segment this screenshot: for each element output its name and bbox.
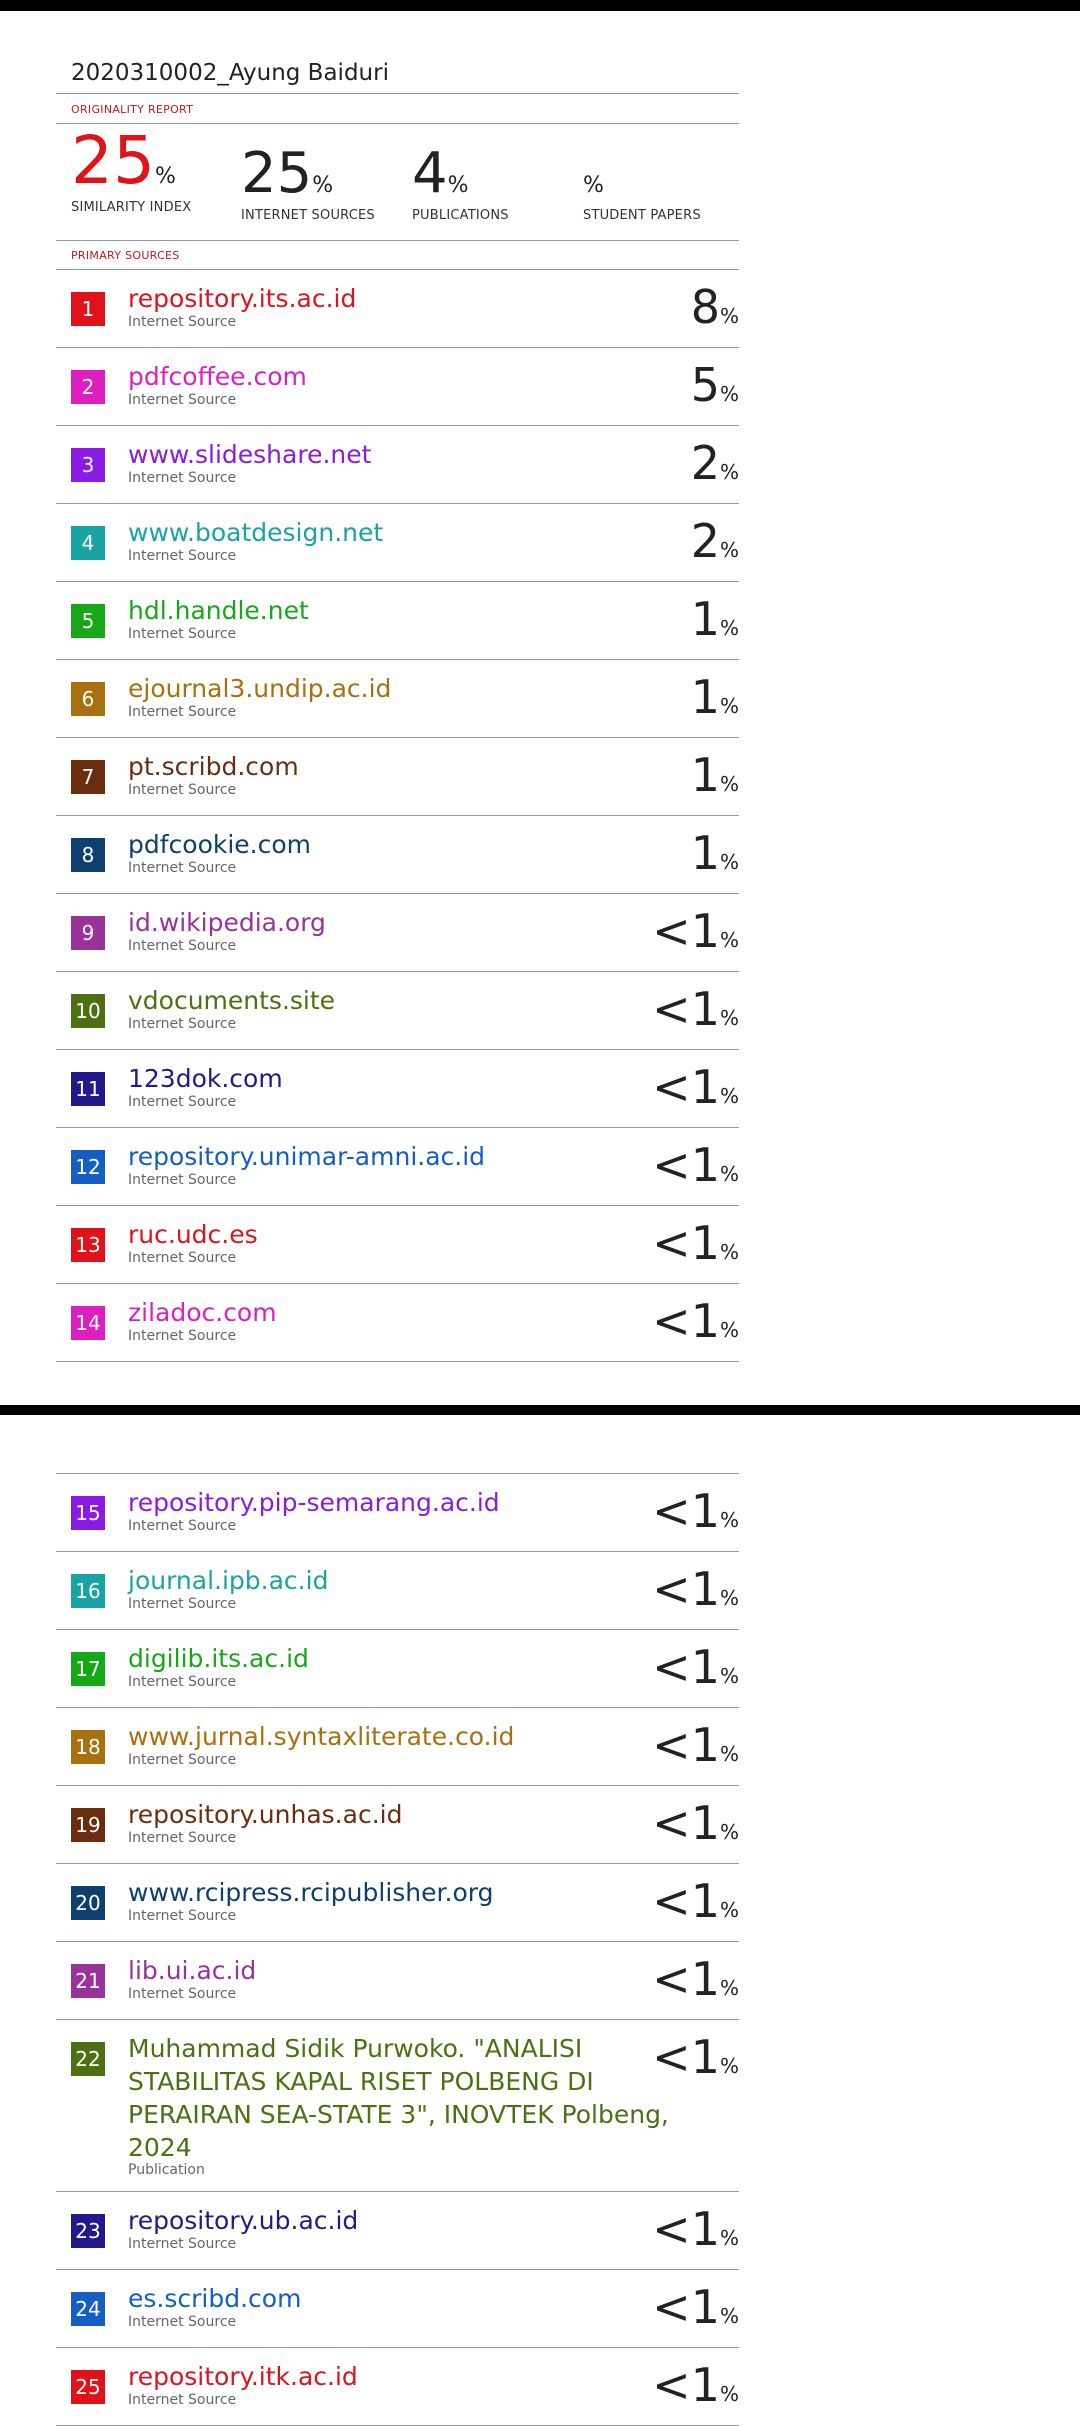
source-match-value: <1: [652, 1640, 720, 1694]
source-number-badge: 24: [71, 2292, 105, 2326]
source-match-value: <1: [652, 1138, 720, 1192]
title-divider: [56, 93, 739, 94]
source-type-label: Internet Source: [128, 1094, 237, 1110]
source-type-label: Internet Source: [128, 860, 237, 876]
source-type-label: Internet Source: [128, 1596, 237, 1612]
source-title-link[interactable]: pdfcookie.com: [128, 830, 312, 859]
source-match-unit: %: [719, 850, 739, 874]
source-title-link[interactable]: pdfcoffee.com: [128, 362, 307, 391]
source-title-link[interactable]: repository.unhas.ac.id: [128, 1800, 403, 1829]
source-title-link[interactable]: www.boatdesign.net: [128, 518, 384, 547]
source-match-value: 1: [690, 592, 720, 646]
page-break-bar: [0, 1405, 1080, 1415]
source-match-unit: %: [719, 1240, 739, 1264]
source-match-value: <1: [652, 1484, 720, 1538]
metric-unit: %: [154, 164, 176, 189]
source-title-link[interactable]: vdocuments.site: [128, 986, 336, 1015]
source-title-link[interactable]: es.scribd.com: [128, 2284, 302, 2313]
source-row: [56, 1128, 739, 1206]
source-match-percent: [652, 1640, 739, 1694]
source-title-link[interactable]: ruc.udc.es: [128, 1220, 258, 1249]
similarity-index-metric: [71, 122, 192, 215]
source-type-label: Internet Source: [128, 392, 237, 408]
source-match-percent: [690, 670, 739, 724]
source-row: [56, 426, 739, 504]
source-match-percent: [652, 904, 739, 958]
source-number-badge: 21: [71, 1964, 105, 1998]
source-match-percent: [652, 1484, 739, 1538]
source-match-value: 1: [690, 748, 720, 802]
source-match-unit: %: [719, 2226, 739, 2250]
source-match-percent: [690, 592, 739, 646]
source-row: [56, 2020, 739, 2192]
source-match-value: <1: [652, 1718, 720, 1772]
source-number-badge: 18: [71, 1730, 105, 1764]
source-match-percent: [690, 748, 739, 802]
source-type-label: Internet Source: [128, 1674, 237, 1690]
source-title-link[interactable]: ziladoc.com: [128, 1298, 277, 1327]
source-row-divider: [56, 1361, 739, 1362]
originality-report-label: ORIGINALITY REPORT: [71, 103, 194, 116]
source-number-badge: 22: [71, 2042, 105, 2076]
source-row: [56, 1786, 739, 1864]
source-title-link[interactable]: repository.its.ac.id: [128, 284, 357, 313]
source-type-label: Internet Source: [128, 2314, 237, 2330]
source-number-badge: 12: [71, 1150, 105, 1184]
source-type-label: Internet Source: [128, 2392, 237, 2408]
source-row: [56, 1864, 739, 1942]
source-type-label: Internet Source: [128, 548, 237, 564]
source-match-percent: [652, 1718, 739, 1772]
source-match-percent: [652, 1562, 739, 1616]
source-match-unit: %: [719, 1742, 739, 1766]
source-row: [56, 270, 739, 348]
source-row: [56, 1284, 739, 1362]
source-title-link[interactable]: journal.ipb.ac.id: [128, 1566, 329, 1595]
source-number-badge: 11: [71, 1072, 105, 1106]
metric-value: 4: [412, 141, 448, 206]
source-number-badge: 19: [71, 1808, 105, 1842]
source-type-label: Internet Source: [128, 782, 237, 798]
source-row: [56, 1708, 739, 1786]
source-title-link[interactable]: repository.ub.ac.id: [128, 2206, 359, 2235]
source-title-link[interactable]: repository.itk.ac.id: [128, 2362, 358, 2391]
source-row: [56, 2270, 739, 2348]
source-match-unit: %: [719, 694, 739, 718]
source-match-unit: %: [719, 772, 739, 796]
source-match-value: <1: [652, 1562, 720, 1616]
source-row: [56, 1050, 739, 1128]
source-match-unit: %: [719, 1162, 739, 1186]
source-number-badge: 10: [71, 994, 105, 1028]
source-match-value: <1: [652, 982, 720, 1036]
source-match-percent: [690, 826, 739, 880]
source-type-label: Internet Source: [128, 1908, 237, 1924]
source-title-link[interactable]: www.rcipress.rcipublisher.org: [128, 1878, 494, 1907]
source-match-unit: %: [719, 460, 739, 484]
metric-caption: PUBLICATIONS: [412, 208, 509, 223]
source-match-percent: [652, 1796, 739, 1850]
source-match-value: <1: [652, 2202, 720, 2256]
source-match-unit: %: [719, 1820, 739, 1844]
source-number-badge: 6: [71, 682, 105, 716]
source-match-percent: [690, 436, 739, 490]
source-row: [56, 1942, 739, 2020]
source-type-label: Internet Source: [128, 626, 237, 642]
metric-value: 25: [241, 141, 313, 206]
source-title-link[interactable]: repository.pip-semarang.ac.id: [128, 1488, 500, 1517]
source-type-label: Internet Source: [128, 1250, 237, 1266]
source-title-link[interactable]: repository.unimar-amni.ac.id: [128, 1142, 486, 1171]
metric-caption: INTERNET SOURCES: [241, 208, 375, 223]
source-match-percent: [652, 2358, 739, 2412]
metric-unit: %: [583, 173, 604, 198]
source-row: [56, 660, 739, 738]
source-match-percent: [690, 358, 739, 412]
page-top-bar: [0, 0, 1080, 11]
source-match-value: 8: [690, 280, 720, 334]
source-match-percent: [652, 2030, 739, 2084]
source-match-value: <1: [652, 2280, 720, 2334]
source-number-badge: 7: [71, 760, 105, 794]
source-number-badge: 14: [71, 1306, 105, 1340]
source-type-label: Internet Source: [128, 1518, 237, 1534]
metric-unit: %: [312, 173, 334, 198]
source-match-unit: %: [719, 1318, 739, 1342]
source-number-badge: 3: [71, 448, 105, 482]
source-match-unit: %: [719, 1976, 739, 2000]
source-match-value: <1: [652, 1952, 720, 2006]
metric-caption: SIMILARITY INDEX: [71, 200, 192, 215]
source-row: [56, 894, 739, 972]
source-match-value: <1: [652, 2030, 720, 2084]
source-match-percent: [652, 1216, 739, 1270]
source-number-badge: 17: [71, 1652, 105, 1686]
source-type-label: Internet Source: [128, 704, 237, 720]
source-number-badge: 8: [71, 838, 105, 872]
source-row: [56, 816, 739, 894]
source-match-value: <1: [652, 1874, 720, 1928]
source-match-unit: %: [719, 928, 739, 952]
source-title-link[interactable]: pt.scribd.com: [128, 752, 299, 781]
source-type-label: Internet Source: [128, 2236, 237, 2252]
source-match-percent: [690, 514, 739, 568]
source-match-unit: %: [719, 304, 739, 328]
source-title-link[interactable]: www.jurnal.syntaxliterate.co.id: [128, 1722, 515, 1751]
source-title-link[interactable]: Muhammad Sidik Purwoko. "ANALISI STABILITAS KAPAL RISET POLBENG DI PERAIRAN SEA-STATE 3", INOVTEK Polbeng, 2024: [128, 2034, 669, 2162]
document-title: 2020310002_Ayung Baiduri: [71, 60, 389, 86]
source-match-value: <1: [652, 1060, 720, 1114]
source-row: [56, 582, 739, 660]
source-number-badge: 13: [71, 1228, 105, 1262]
source-match-percent: [652, 2202, 739, 2256]
source-title-link[interactable]: id.wikipedia.org: [128, 908, 326, 937]
source-type-label: Internet Source: [128, 1172, 237, 1188]
source-type-label: Internet Source: [128, 314, 237, 330]
originality-divider: [56, 123, 739, 124]
source-match-unit: %: [719, 1586, 739, 1610]
source-type-label: Internet Source: [128, 1986, 237, 2002]
student-papers-metric: [583, 146, 701, 223]
source-number-badge: 20: [71, 1886, 105, 1920]
source-title-link[interactable]: lib.ui.ac.id: [128, 1956, 257, 1985]
source-row: [56, 738, 739, 816]
source-match-value: 1: [690, 670, 720, 724]
source-type-label: Internet Source: [128, 938, 237, 954]
source-number-badge: 9: [71, 916, 105, 950]
source-match-percent: [652, 1060, 739, 1114]
source-match-unit: %: [719, 382, 739, 406]
source-match-percent: [690, 280, 739, 334]
metric-caption: STUDENT PAPERS: [583, 208, 701, 223]
metric-value: 25: [71, 122, 155, 199]
source-match-unit: %: [719, 1006, 739, 1030]
source-match-percent: [652, 1874, 739, 1928]
source-number-badge: 16: [71, 1574, 105, 1608]
source-number-badge: 15: [71, 1496, 105, 1530]
source-row: [56, 2192, 739, 2270]
source-type-label: Internet Source: [128, 1016, 237, 1032]
source-match-unit: %: [719, 2382, 739, 2406]
primary-sources-label: PRIMARY SOURCES: [71, 249, 180, 262]
source-match-value: <1: [652, 1294, 720, 1348]
source-match-value: <1: [652, 1796, 720, 1850]
source-match-percent: [652, 2280, 739, 2334]
source-match-unit: %: [719, 2054, 739, 2078]
source-match-unit: %: [719, 616, 739, 640]
source-number-badge: 2: [71, 370, 105, 404]
source-row: [56, 2348, 739, 2426]
source-type-label: Publication: [128, 2162, 205, 2178]
source-type-label: Internet Source: [128, 1830, 237, 1846]
source-match-percent: [652, 1294, 739, 1348]
source-title-link[interactable]: digilib.its.ac.id: [128, 1644, 309, 1673]
source-type-label: Internet Source: [128, 1752, 237, 1768]
source-match-value: <1: [652, 1216, 720, 1270]
source-title-link[interactable]: hdl.handle.net: [128, 596, 309, 625]
source-row: [56, 348, 739, 426]
source-match-unit: %: [719, 1898, 739, 1922]
source-match-value: 2: [690, 514, 720, 568]
source-row: [56, 1630, 739, 1708]
metric-unit: %: [447, 173, 469, 198]
source-title-link[interactable]: 123dok.com: [128, 1064, 283, 1093]
source-match-value: <1: [652, 2358, 720, 2412]
publications-metric: [412, 141, 509, 223]
source-number-badge: 23: [71, 2214, 105, 2248]
source-match-percent: [652, 1138, 739, 1192]
source-match-unit: %: [719, 2304, 739, 2328]
source-match-percent: [652, 1952, 739, 2006]
source-match-value: 5: [690, 358, 720, 412]
source-title-link[interactable]: www.slideshare.net: [128, 440, 372, 469]
metrics-divider: [56, 240, 739, 241]
source-number-badge: 25: [71, 2370, 105, 2404]
source-match-unit: %: [719, 1508, 739, 1532]
source-match-unit: %: [719, 538, 739, 562]
source-match-value: 2: [690, 436, 720, 490]
source-row: [56, 1552, 739, 1630]
source-type-label: Internet Source: [128, 1328, 237, 1344]
source-match-percent: [652, 982, 739, 1036]
source-row: [56, 1474, 739, 1552]
source-number-badge: 4: [71, 526, 105, 560]
source-match-value: <1: [652, 904, 720, 958]
source-number-badge: 1: [71, 292, 105, 326]
source-number-badge: 5: [71, 604, 105, 638]
source-type-label: Internet Source: [128, 470, 237, 486]
source-row: [56, 1206, 739, 1284]
internet-sources-metric: [241, 141, 375, 223]
source-match-unit: %: [719, 1084, 739, 1108]
source-row: [56, 972, 739, 1050]
source-match-value: 1: [690, 826, 720, 880]
source-row: [56, 504, 739, 582]
source-match-unit: %: [719, 1664, 739, 1688]
source-title-link[interactable]: ejournal3.undip.ac.id: [128, 674, 392, 703]
